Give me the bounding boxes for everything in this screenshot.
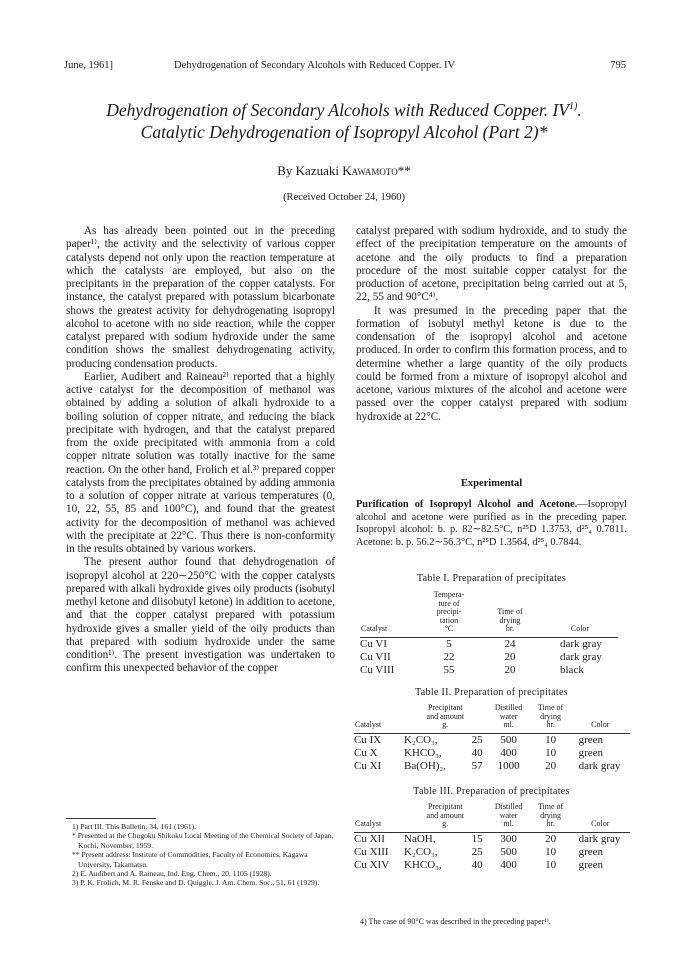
column-header: Color [570, 624, 590, 633]
table-2 [356, 687, 627, 773]
table-caption: Table III. Preparation of precipitates [413, 786, 570, 797]
table-caption: Table I. Preparation of precipitates [416, 573, 567, 584]
footnote: 3) P. K. Frolich, M. R. Fenske and D. Quiggle, J. Am. Chem. Soc., 51, 61 (1929). [72, 878, 320, 888]
table-row: Cu XIV KHCO₃, 40 400 10 green [354, 858, 604, 871]
purification-paragraph [356, 499, 627, 549]
table-row: Cu VI 5 24 dark gray [360, 637, 602, 650]
column-header: Time of drying hr. [537, 802, 564, 828]
column-header: Time of drying hr. [537, 703, 564, 729]
author-line: By Kazuaki Kawamoto** [277, 163, 411, 178]
table-row: Cu XII NaOH, 15 300 20 dark gray [354, 832, 621, 845]
column-header: Precipitant and amount g. [426, 703, 465, 729]
title-line-2: Catalytic Dehydrogenation of Isopropyl Alcohol (Part 2)* [140, 121, 548, 142]
footnote: 1) Part III. This Bulletin, 34, 161 (1961). [72, 822, 197, 831]
table-caption: Table II. Preparation of precipitates [415, 687, 568, 698]
column-header: Precipitant and amount g. [426, 802, 465, 828]
right-column [356, 225, 627, 424]
column-header: Tempera- ture of precipi- tation °C [433, 590, 465, 633]
table-3 [356, 786, 627, 872]
table-row: Cu IX K₂CO₃, 25 500 10 green [354, 733, 604, 746]
left-column [66, 225, 335, 676]
header-running-title: Dehydrogenation of Secondary Alcohols with Reduced Copper. IV [174, 60, 456, 71]
page-number: 795 [610, 60, 626, 71]
article-title [40, 96, 648, 143]
column-header: Color [591, 819, 610, 828]
table-1 [356, 573, 627, 677]
section-heading: Experimental [460, 478, 523, 489]
paragraph: Earlier, Audibert and Raineau²⁾ reported that a highly active catalyst for the decomposition of methanol was obtained by adding a solution of alkali hydroxide to a boiling solution of copper nitrate, and reducing the black precipitate with hydrogen, and that the catalyst prepared from the oxide precipitated with ammonia from a cold copper nitrate solution was totally inactive for the same reaction. On the other hand, Frolich et al.³⁾ prepared copper catalysts from the precipitates obtained by adding ammonia to a solution of copper nitrate at various temperatures (0, 10, 22, 55, 85 and 100°C), and found that the greatest activity for the decomposition of methanol was achieved with the precipitate at 22°C. Thus there is non-conformity in the results obtained by various workers. [66, 370, 335, 555]
received-date: (Received October 24, 1960) [283, 192, 405, 203]
footnote: 2) E. Audibert and A. Raineau, Ind. Eng. Chem., 20, 1105 (1928). [72, 869, 272, 879]
table-row: Cu VII 22 20 dark gray [360, 650, 602, 663]
column-header: Catalyst [361, 624, 388, 633]
column-header: Time of drying hr. [497, 607, 523, 633]
footnote: * Presented at the Chugoku Shikoku Local Meeting of the Chemical Society of Japan, Kochi, November, 1959. [72, 831, 334, 850]
column-header: Catalyst [355, 720, 382, 729]
footnote: 4) The case of 90°C was described in the preceding paper¹⁾. [360, 917, 551, 926]
paragraph: As has already been pointed out in the preceding paper¹⁾, the activity and the selectivity of various copper catalysts depend not only upon the reaction temperature at which the catalysts are employed, but also on the precipitants in the preparation of the copper catalysts. For instance, the catalyst prepared with potassium bicarbonate shows the greatest activity for dehydrogenating isopropyl alcohol to acetone with no side reaction, while the copper catalyst prepared with sodium hydroxide under the same condition shows the smallest dehydrogenating activity, producing condensation products. [66, 225, 335, 370]
paragraph: catalyst prepared with sodium hydroxide, and to study the effect of the precipitation temperature on the amounts of acetone and the oily products to find a preparation procedure of the most suitable copper catalyst for the production of acetone, precipitation being carried out at 5, 22, 55 and 90°C⁴⁾. [356, 225, 627, 304]
paragraph: The present author found that dehydrogenation of isopropyl alcohol at 220∼250°C with the copper catalysts prepared with alkali hydroxide gives oily products (isobutyl methyl ketone and diisobutyl ketone) in addition to acetone, and that the copper catalyst prepared with potassium hydroxide gives a smaller yield of the oily products than that prepared with sodium hydroxide under the same condition¹⁾. The present investigation was undertaken to confirm this unexpected behavior of the copper [66, 556, 335, 675]
table-row: Cu VIII 55 20 black [360, 663, 584, 676]
table-row: Cu XI Ba(OH)₂, 57 1000 20 dark gray [354, 759, 621, 772]
footnote: ** Present address: Institute of Commodities, Faculty of Economics, Kagawa University, Takamatsu. [72, 850, 308, 869]
footnote-rule [66, 818, 156, 819]
header-date: June, 1961] [64, 60, 113, 71]
title-line-1: Dehydrogenation of Secondary Alcohols with Reduced Copper. IV$^{1)}$. [106, 99, 582, 120]
column-header: Color [591, 720, 610, 729]
author-surname: Kawamoto [342, 163, 398, 178]
running-header [64, 60, 626, 74]
purification-heading: Purification of Isopropyl Alcohol and Acetone. [356, 499, 578, 510]
column-header: Catalyst [355, 819, 382, 828]
table-row: Cu XIII K₂CO₃, 25 500 10 green [354, 845, 604, 858]
footnotes [66, 822, 335, 888]
purification-text: —Isopropyl alcohol and acetone were purified as in the preceding paper. Isopropyl alcohol: b. p. 82∼82.5°C, n²⁵D 1.3753, d²⁵₄ 0.7811. Acetone: b. p. 56.2∼56.3°C, n²⁵D 1.3564, d²⁵₄ 0.7844. [356, 499, 627, 548]
column-header: Distilled water ml. [494, 802, 523, 828]
paragraph: It was presumed in the preceding paper that the formation of isobutyl methyl ketone is due to the condensation of the isopropyl alcohol and acetone produced. In order to confirm this formation process, and to determine whether a large quantity of the oily products could be formed from a mixture of isopropyl alcohol and acetone, various mixtures of the alcohol and acetone were passed over the copper catalyst prepared with sodium hydroxide at 22°C. [356, 304, 627, 423]
column-header: Distilled water ml. [494, 703, 523, 729]
table-row: Cu X KHCO₃, 40 400 10 green [354, 746, 604, 759]
